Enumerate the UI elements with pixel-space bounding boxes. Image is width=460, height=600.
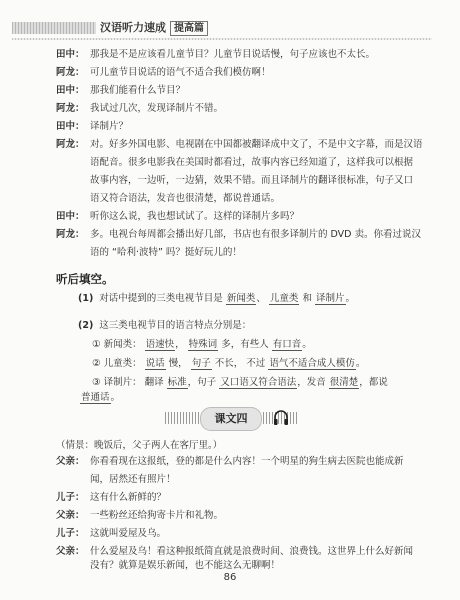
scene-description: （情景：晚饭后，父子两人在客厅里。） — [56, 440, 223, 451]
item-text: 翻译 — [144, 377, 164, 388]
answer-blank: 译制片 — [316, 293, 345, 304]
item-text: 慢， — [168, 358, 188, 369]
answer-blank: 句子 — [191, 358, 211, 369]
speaker: 儿子： — [56, 492, 85, 503]
punct: 。 — [355, 358, 366, 369]
answer-item-2 — [92, 358, 452, 370]
speaker: 田中： — [56, 211, 85, 222]
item-label: 译制片： — [103, 377, 142, 388]
answer-blank: 有口音 — [272, 339, 302, 350]
answer-item-1 — [92, 339, 452, 351]
item-label: 新闻类： — [103, 339, 142, 350]
item-text: 多，有些人 — [221, 339, 269, 350]
punct: 。 — [110, 392, 121, 403]
question-number: (1) — [78, 293, 94, 304]
answer-blank: 新闻类 — [226, 293, 256, 304]
page-number: 86 — [223, 572, 237, 583]
utterance: 没有？就算是娱乐新闻，也不能这么无聊啊！ — [90, 560, 281, 571]
answer-blank: 语速快 — [145, 339, 175, 350]
item-text: ，发音 — [297, 377, 326, 388]
speaker: 阿龙： — [56, 139, 85, 150]
punct: 。 — [302, 339, 312, 350]
utterance: 语配音。很多电影我在美国时都看过，故事内容已经知道了，这样我可以根据 — [90, 157, 414, 168]
punct: 、 — [256, 293, 266, 304]
utterance: 这就叫爱屋及乌。 — [90, 528, 167, 539]
exercise-question-2 — [78, 320, 448, 332]
utterance: 一些粉丝还给狗寄卡片和礼物。 — [90, 510, 224, 521]
exercise-question-1 — [78, 293, 448, 305]
question-number: (2) — [78, 320, 94, 331]
utterance: 我试过几次，发现译制片不错。 — [90, 103, 224, 114]
item-mark: ③ — [92, 377, 101, 388]
utterance: 故事内容，一边听，一边猜，效果不错。而且译制片的翻译很标准，句子又口 — [90, 175, 414, 186]
question-text: 这三类电视节目的语言特点分别是： — [99, 320, 252, 331]
answer-blank: 普通话 — [81, 392, 110, 403]
answer-blank: 说话 — [145, 358, 165, 369]
utterance: 那我们能看什么节目？ — [90, 85, 186, 96]
utterance: 那我是不是应该看儿童节目？儿童节目说话慢，句子应该也不太长。 — [90, 49, 376, 60]
conjunction: 和 — [302, 293, 312, 304]
speaker: 田中： — [56, 85, 85, 96]
item-mark: ② — [92, 358, 101, 369]
answer-blank: 标准 — [167, 377, 187, 388]
lesson-decoration — [165, 412, 199, 424]
utterance: 这有什么新鲜的？ — [90, 492, 167, 503]
utterance: 对。好多外国电影、电视剧在中国都被翻译成中文了，不是中文字幕，而是汉语 — [90, 139, 423, 150]
answer-blank: 又口语又符合语法 — [220, 377, 297, 388]
utterance: 什么爱屋及乌！看这种报纸简直就是浪费时间、浪费钱。这世界上什么好新闻 — [90, 546, 414, 557]
item-mark: ① — [92, 339, 101, 350]
header-rule — [12, 38, 432, 40]
headphones-icon — [272, 409, 290, 427]
speaker: 阿龙： — [56, 67, 85, 78]
book-title — [100, 19, 208, 36]
punct: ， — [175, 339, 185, 350]
item-text: 不过 — [246, 358, 266, 369]
utterance: 听你这么说，我也想试试了。这样的译制片多吗？ — [90, 211, 300, 222]
exercise-title: 听后填空。 — [56, 272, 114, 286]
utterance: 语又符合语法，发音也很清楚，都说普通话。 — [90, 193, 281, 204]
answer-blank: 特殊词 — [188, 339, 218, 350]
speaker: 父亲： — [56, 546, 85, 557]
speaker: 父亲： — [56, 456, 85, 467]
speaker: 阿龙： — [56, 229, 85, 240]
utterance: 你看看现在这报纸，登的都是什么内容！一个明星的狗生病去医院也能成新 — [90, 456, 404, 467]
punct: 。 — [345, 293, 356, 304]
item-label: 儿童类： — [103, 358, 142, 369]
utterance: 语的 “哈利·波特” 吗？挺好玩儿的！ — [90, 247, 242, 258]
answer-item-3-continued — [80, 392, 440, 404]
answer-item-3 — [92, 377, 452, 389]
item-text: 不长， — [214, 358, 244, 369]
utterance: 译制片？ — [90, 121, 129, 132]
answer-blank: 语气不适合成人模仿 — [269, 358, 355, 369]
speaker: 田中： — [56, 49, 85, 60]
header-decoration — [12, 22, 96, 34]
answer-blank: 很清楚 — [329, 377, 359, 388]
utterance: 可儿童节目说话的语气不适合我们模仿啊！ — [90, 67, 271, 78]
speaker: 儿子： — [56, 528, 85, 539]
question-text: 对话中提到的三类电视节目是 — [99, 293, 223, 304]
lesson-label: 课文四 — [200, 407, 262, 431]
utterance: 多。电视台每周都会播出好几部，书店也有很多译制片的 DVD 卖。你看过说汉 — [90, 229, 422, 240]
answer-blank: 儿童类 — [269, 293, 299, 304]
lesson-header — [0, 406, 460, 430]
speaker: 父亲： — [56, 510, 85, 521]
utterance: 闻，居然还有照片！ — [90, 474, 176, 485]
speaker: 阿龙： — [56, 103, 85, 114]
book-level-badge: 提高篇 — [170, 21, 208, 36]
speaker: 田中： — [56, 121, 85, 132]
book-title-text: 汉语听力速成 — [100, 21, 166, 34]
item-text: ，都说 — [359, 377, 388, 388]
page-header — [0, 16, 460, 42]
item-text: ，句子 — [187, 377, 217, 388]
